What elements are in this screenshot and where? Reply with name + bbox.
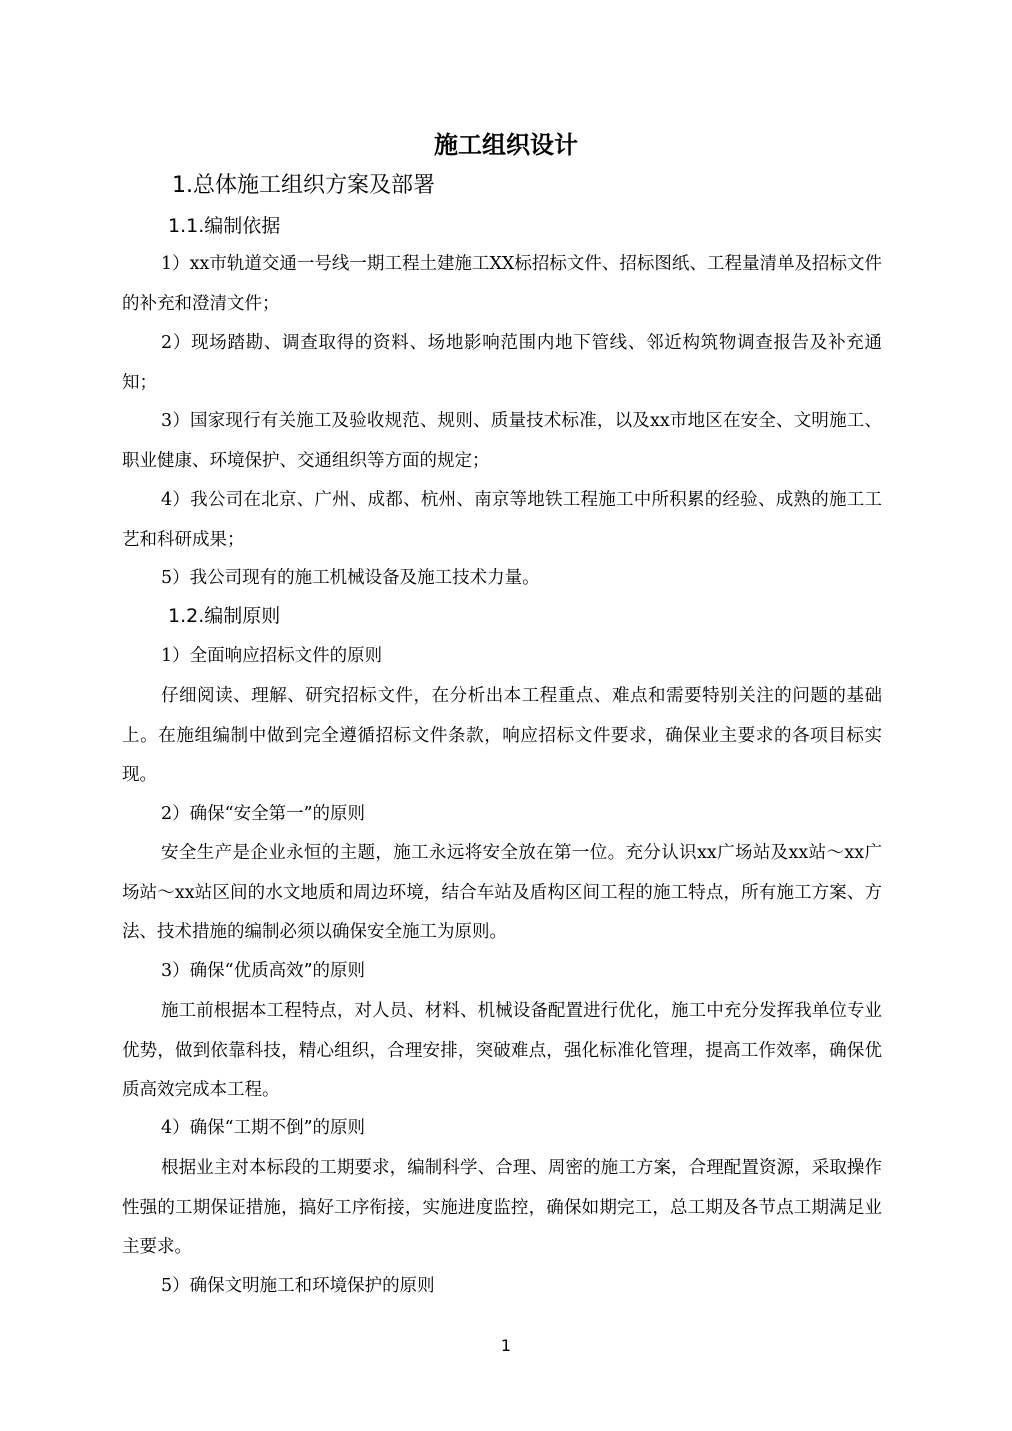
basis-item-1: 1）xx市轨道交通一号线一期工程土建施工XX标招标文件、招标图纸、工程量清单及招标文件的补充和澄清文件；	[122, 254, 882, 314]
basis-item-2: 2）现场踏勘、调查取得的资料、场地影响范围内地下管线、邻近构筑物调查报告及补充通知；	[122, 333, 882, 393]
principle-4-body: 根据业主对本标段的工期要求，编制科学、合理、周密的施工方案，合理配置资源，采取操作性强的工期保证措施，搞好工序衔接，实施进度监控，确保如期完工，总工期及各节点工期满足业主要求。	[122, 1158, 882, 1257]
basis-item-5: 5）我公司现有的施工机械设备及施工技术力量。	[161, 568, 540, 588]
subsection-heading-1-2: 1.2.编制原则	[168, 605, 281, 627]
principle-1-body: 仔细阅读、理解、研究招标文件，在分析出本工程重点、难点和需要特别关注的问题的基础上。在施组编制中做到完全遵循招标文件条款，响应招标文件要求，确保业主要求的各项目标实现。	[122, 686, 882, 785]
basis-item-3: 3）国家现行有关施工及验收规范、规则、质量技术标准，以及xx市地区在安全、文明施工、职业健康、环境保护、交通组织等方面的规定；	[122, 411, 882, 471]
principle-4-title: 4）确保“工期不倒”的原则	[161, 1118, 366, 1138]
principle-3-body: 施工前根据本工程特点，对人员、材料、机械设备配置进行优化，施工中充分发挥我单位专业优势，做到依靠科技，精心组织，合理安排，突破难点，强化标准化管理，提高工作效率，确保优质高效完成本工程。	[122, 1001, 882, 1100]
document-title: 施工组织设计	[434, 131, 578, 159]
basis-item-4: 4）我公司在北京、广州、成都、杭州、南京等地铁工程施工中所积累的经验、成熟的施工工艺和科研成果；	[122, 490, 882, 550]
principle-2-title: 2）确保“安全第一”的原则	[161, 804, 366, 824]
principle-3-title: 3）确保“优质高效”的原则	[161, 961, 366, 981]
principle-5-title: 5）确保文明施工和环境保护的原则	[161, 1276, 435, 1296]
principle-1-title: 1）全面响应招标文件的原则	[161, 646, 383, 666]
subsection-heading-1-1: 1.1.编制依据	[168, 215, 281, 237]
page-number: 1	[500, 1336, 512, 1355]
principle-2-body: 安全生产是企业永恒的主题，施工永远将安全放在第一位。充分认识xx广场站及xx站～xx广场站～xx站区间的水文地质和周边环境，结合车站及盾构区间工程的施工特点，所有施工方案、方法、技术措施的编制必须以确保安全施工为原则。	[122, 843, 882, 942]
section-heading-1: 1.总体施工组织方案及部署	[172, 173, 435, 198]
